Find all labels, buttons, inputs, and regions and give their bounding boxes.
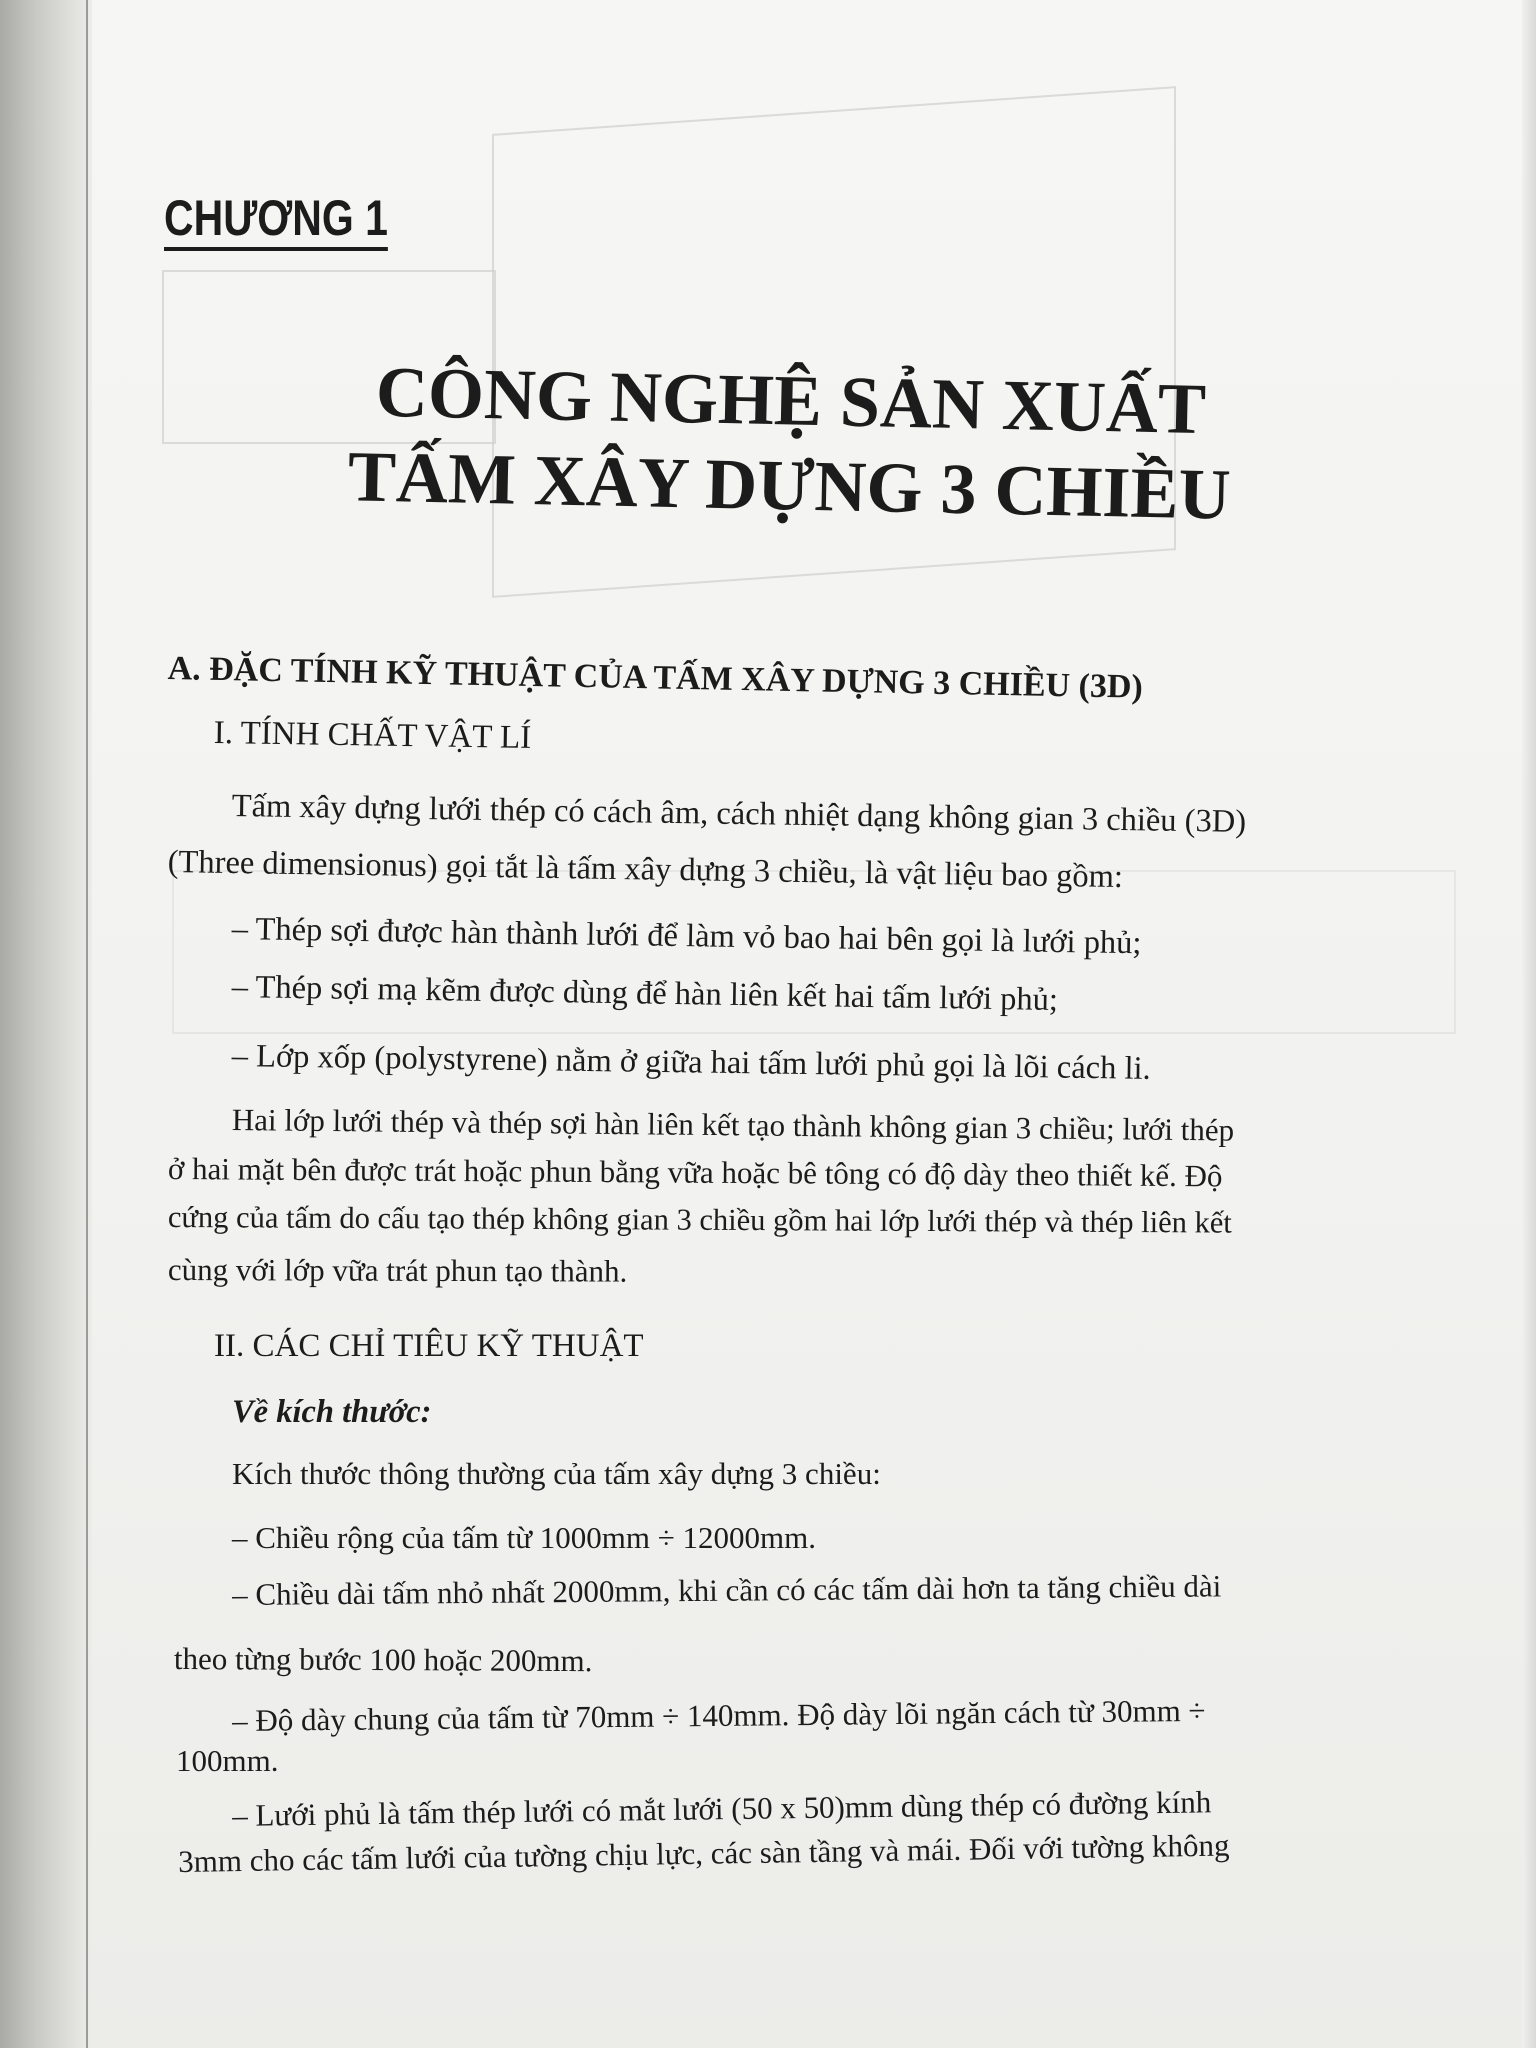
list-item-continuation: theo từng bước 100 hoặc 200mm. <box>173 1641 593 1679</box>
book-gutter-shadow <box>0 0 92 2048</box>
list-item: – Thép sợi được hàn thành lưới để làm vỏ bao hai bên gọi là lưới phủ; <box>231 911 1142 962</box>
list-item: – Chiều dài tấm nhỏ nhất 2000mm, khi cần có các tấm dài hơn ta tăng chiều dài <box>231 1568 1222 1612</box>
section-a-heading: A. ĐẶC TÍNH KỸ THUẬT CỦA TẤM XÂY DỰNG 3 CHIỀU (3D) <box>167 650 1144 706</box>
page-right-edge <box>1522 0 1536 2048</box>
chapter-title-line-2: TẤM XÂY DỰNG 3 CHIỀU <box>347 436 1232 535</box>
list-item: – Chiều rộng của tấm từ 1000mm ÷ 12000mm. <box>232 1520 817 1555</box>
chapter-title-line-1: CÔNG NGHỆ SẢN XUẤT <box>375 351 1207 450</box>
paragraph-line: ở hai mặt bên được trát hoặc phun bằng vữa hoặc bê tông có độ dày theo thiết kế. Độ <box>167 1151 1223 1194</box>
list-item-continuation: 3mm cho các tấm lưới của tường chịu lực, các sàn tầng và mái. Đối với tường không <box>177 1827 1230 1879</box>
list-item-continuation: 100mm. <box>176 1743 279 1778</box>
list-item: – Độ dày chung của tấm từ 70mm ÷ 140mm. Độ dày lõi ngăn cách từ 30mm ÷ <box>231 1692 1206 1738</box>
paragraph-line: Hai lớp lưới thép và thép sợi hàn liên kết tạo thành không gian 3 chiều; lưới thép <box>231 1102 1235 1148</box>
paragraph-line: cùng với lớp vữa trát phun tạo thành. <box>167 1252 628 1289</box>
list-item: – Lưới phủ là tấm thép lưới có mắt lưới (50 x 50)mm dùng thép có đường kính <box>231 1784 1212 1833</box>
paragraph-line: Tấm xây dựng lưới thép có cách âm, cách nhiệt dạng không gian 3 chiều (3D) <box>231 788 1247 840</box>
list-item: – Thép sợi mạ kẽm được dùng để hàn liên kết hai tấm lưới phủ; <box>231 969 1059 1018</box>
paragraph-line: Kích thước thông thường của tấm xây dựng 3 chiều: <box>232 1456 881 1491</box>
body-text <box>92 0 1536 2048</box>
book-page <box>92 0 1536 2048</box>
book-spine-edge <box>86 0 88 2048</box>
page-content <box>92 0 1536 2048</box>
chapter-label: CHƯƠNG 1 <box>164 192 388 251</box>
size-subheading: Về kích thước: <box>232 1394 432 1430</box>
list-item: – Lớp xốp (polystyrene) nằm ở giữa hai tấm lưới phủ gọi là lõi cách li. <box>231 1038 1151 1087</box>
subsection-1-heading: I. TÍNH CHẤT VẬT LÍ <box>213 715 532 756</box>
subsection-2-heading: II. CÁC CHỈ TIÊU KỸ THUẬT <box>214 1328 644 1364</box>
paragraph-line: cứng của tấm do cấu tạo thép không gian 3 chiều gồm hai lớp lưới thép và thép liên kết <box>167 1200 1232 1240</box>
paragraph-line: (Three dimensionus) gọi tắt là tấm xây dựng 3 chiều, là vật liệu bao gồm: <box>167 844 1124 896</box>
